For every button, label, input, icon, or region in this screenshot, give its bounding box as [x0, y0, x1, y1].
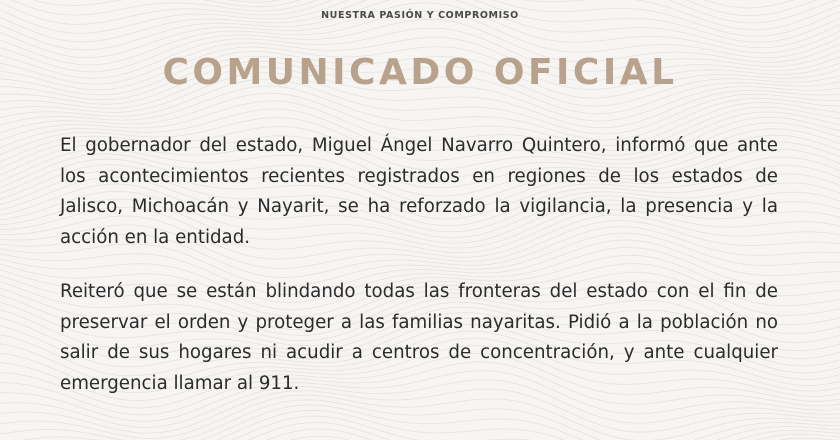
paragraph-1: El gobernador del estado, Miguel Ángel Navarro Quintero, informó que ante los acontecimientos recientes registrados en regiones de los estados de Jalisco, Michoacán y Nayarit, se ha reforzado la vigilancia, la presencia y la acción en la entidad.: [60, 135, 778, 248]
tagline: NUESTRA PASIÓN Y COMPROMISO: [321, 10, 519, 21]
paragraph-2: Reiteró que se están blindando todas las fronteras del estado con el fin de preservar el orden y proteger a las familias nayaritas. Pidió a la población no salir de sus hogares ni acudir a centros de concentración, y ante cualquier emergencia llamar al 911.: [60, 281, 778, 394]
page-title: COMUNICADO OFICIAL: [162, 52, 678, 93]
